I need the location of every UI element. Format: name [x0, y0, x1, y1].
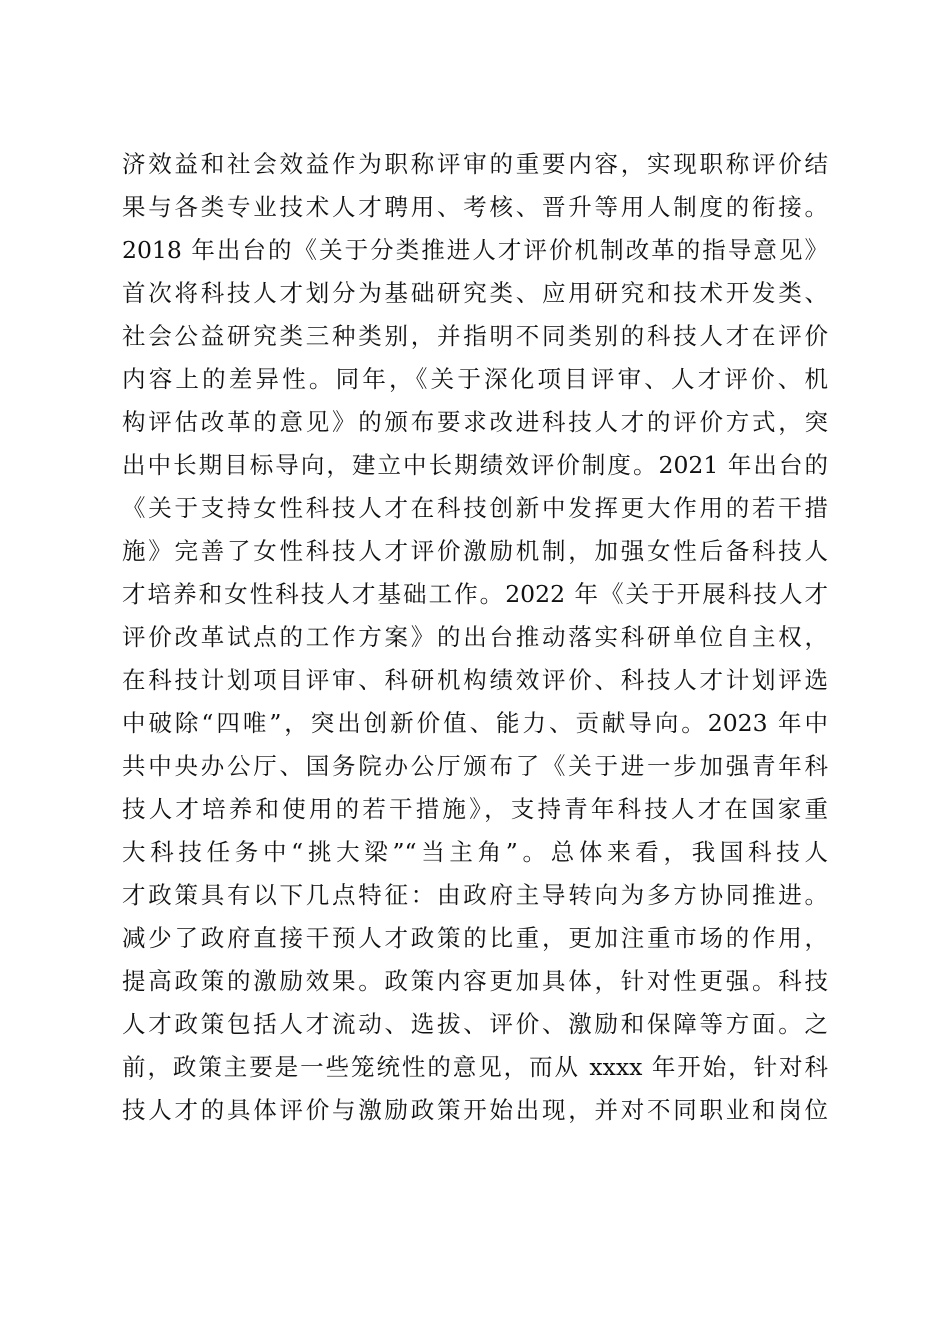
text-line: 中破除“四唯”，突出创新价值、能力、贡献导向。2023 年中 — [122, 709, 828, 737]
text-line: 技人才培养和使用的若干措施》，支持青年科技人才在国家重 — [122, 795, 828, 823]
text-line: 才培养和女性科技人才基础工作。2022 年《关于开展科技人才 — [122, 580, 828, 608]
text-line: 果与各类专业技术人才聘用、考核、晋升等用人制度的衔接。 — [122, 193, 828, 221]
text-line: 共中央办公厅、国务院办公厅颁布了《关于进一步加强青年科 — [122, 752, 828, 780]
text-line: 评价改革试点的工作方案》的出台推动落实科研单位自主权， — [122, 623, 828, 651]
text-line: 2018 年出台的《关于分类推进人才评价机制改革的指导意见》 — [122, 236, 828, 264]
text-line: 人才政策包括人才流动、选拔、评价、激励和保障等方面。之 — [122, 1010, 828, 1038]
text-line: 首次将科技人才划分为基础研究类、应用研究和技术开发类、 — [122, 279, 828, 307]
body-text — [122, 143, 828, 1132]
text-line: 《关于支持女性科技人才在科技创新中发挥更大作用的若干措 — [122, 494, 828, 522]
text-line: 构评估改革的意见》的颁布要求改进科技人才的评价方式，突 — [122, 408, 828, 436]
text-line: 济效益和社会效益作为职称评审的重要内容，实现职称评价结 — [122, 150, 828, 178]
text-line: 提高政策的激励效果。政策内容更加具体，针对性更强。科技 — [122, 967, 828, 995]
text-line: 前，政策主要是一些笼统性的意见，而从 xxxx 年开始，针对科 — [122, 1053, 828, 1081]
text-line: 减少了政府直接干预人才政策的比重，更加注重市场的作用， — [122, 924, 828, 952]
text-line: 大科技任务中“挑大梁”“当主角”。总体来看，我国科技人 — [122, 838, 828, 866]
text-line: 出中长期目标导向，建立中长期绩效评价制度。2021 年出台的 — [122, 451, 828, 479]
text-line: 技人才的具体评价与激励政策开始出现，并对不同职业和岗位 — [122, 1096, 828, 1124]
text-line: 才政策具有以下几点特征：由政府主导转向为多方协同推进。 — [122, 881, 828, 909]
text-line: 施》完善了女性科技人才评价激励机制，加强女性后备科技人 — [122, 537, 828, 565]
text-line: 社会公益研究类三种类别，并指明不同类别的科技人才在评价 — [122, 322, 828, 350]
text-line: 内容上的差异性。同年，《关于深化项目评审、人才评价、机 — [122, 365, 828, 393]
text-line: 在科技计划项目评审、科研机构绩效评价、科技人才计划评选 — [122, 666, 828, 694]
